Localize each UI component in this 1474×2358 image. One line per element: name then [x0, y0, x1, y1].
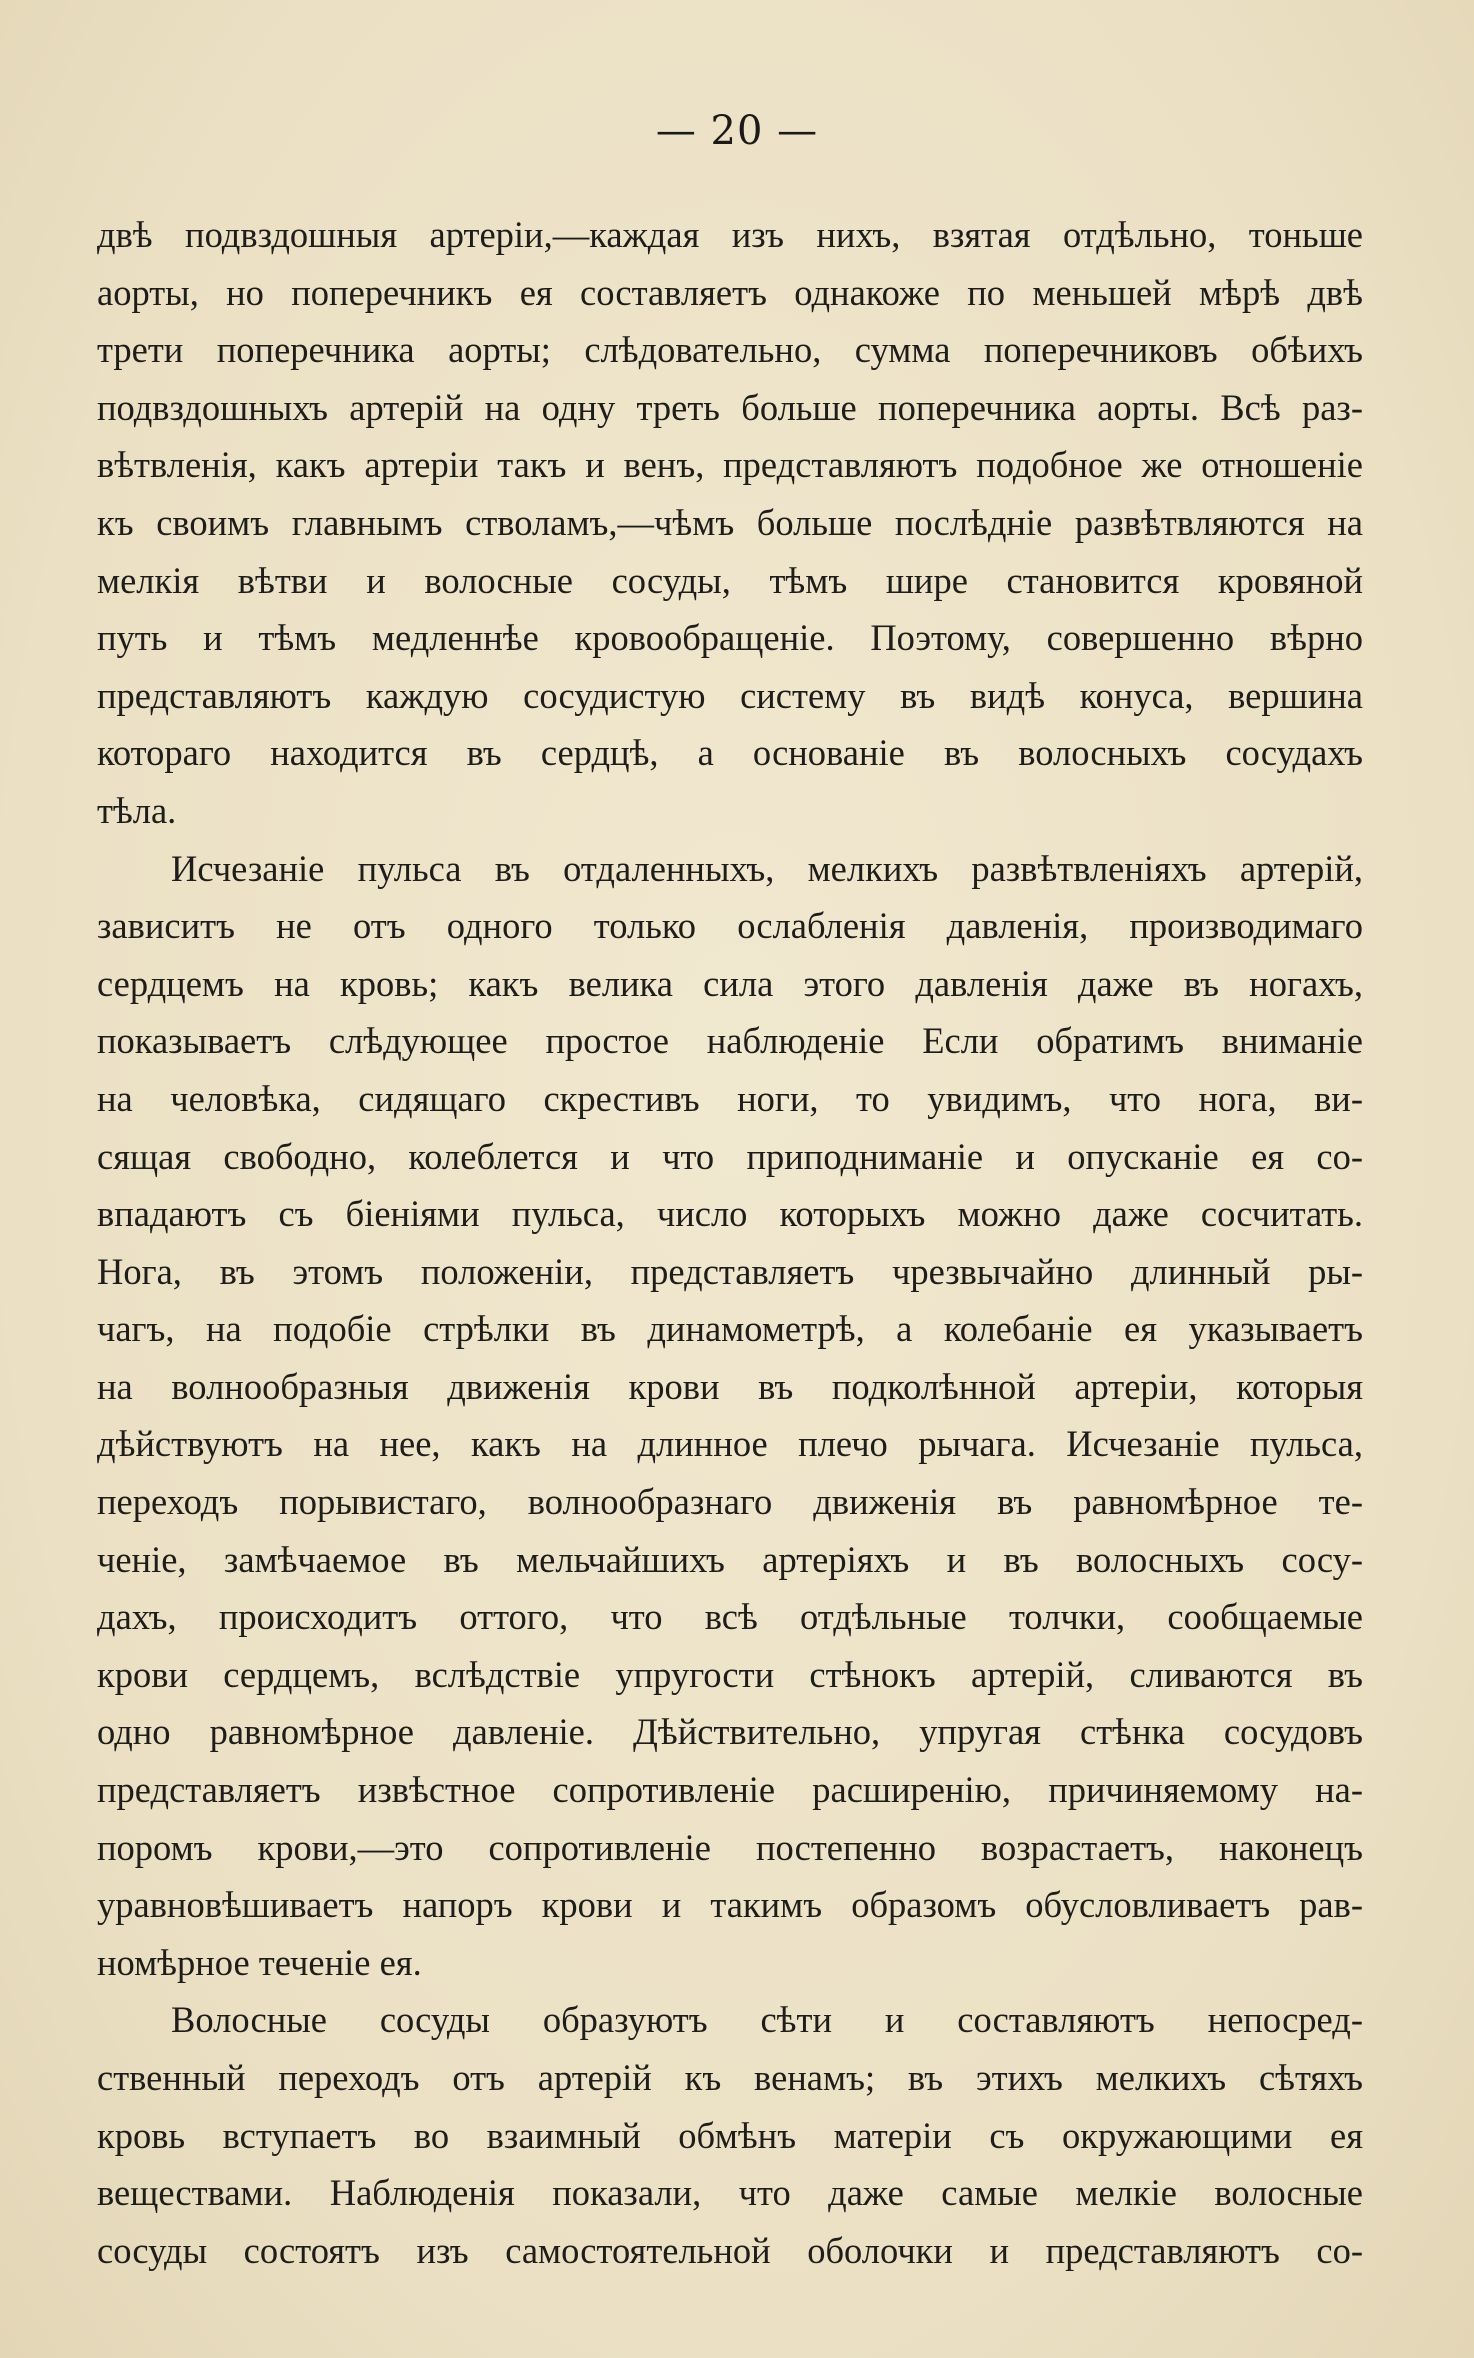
text-line: ченіе, замѣчаемое въ мельчайшихъ артеріяхъ и въ волосныхъ сосу- [97, 1538, 1363, 1580]
text-line: къ своимъ главнымъ стволамъ,—чѣмъ больше послѣдніе развѣтвляются на [97, 501, 1363, 543]
text-line: впадаютъ съ біеніями пульса, число которыхъ можно даже сосчитать. [97, 1193, 1363, 1235]
text-line: мелкія вѣтви и волосные сосуды, тѣмъ шире становится кровяной [97, 559, 1363, 601]
page-number: — 20 — [655, 108, 819, 154]
text-line: переходъ порывистаго, волнообразнаго движенія въ равномѣрное те- [97, 1481, 1363, 1523]
text-line: трети поперечника аорты; слѣдовательно, сумма поперечниковъ обѣихъ [97, 329, 1363, 371]
text-line: дахъ, происходитъ оттого, что всѣ отдѣльные толчки, сообщаемые [97, 1596, 1363, 1638]
text-line: Волосные сосуды образуютъ сѣти и составляютъ непосред- [171, 1999, 1363, 2041]
paragraph-2 [97, 840, 1363, 1992]
text-line: номѣрное теченіе ея. [97, 1941, 422, 1983]
text-line: представляетъ извѣстное сопротивленіе расширенію, причиняемому на- [97, 1769, 1363, 1811]
text-line: кровь вступаетъ во взаимный обмѣнъ матеріи съ окружающими ея [97, 2114, 1363, 2156]
text-line: котораго находится въ сердцѣ, а основаніе въ волосныхъ сосудахъ [97, 732, 1363, 774]
text-line: дѣйствуютъ на нее, какъ на длинное плечо рычага. Исчезаніе пульса, [97, 1423, 1363, 1465]
paragraph-3 [97, 1991, 1363, 2279]
text-line: сердцемъ на кровь; какъ велика сила этого давленія даже въ ногахъ, [97, 962, 1363, 1004]
text-line: путь и тѣмъ медленнѣе кровообращеніе. Поэтому, совершенно вѣрно [97, 617, 1363, 659]
text-line: крови сердцемъ, вслѣдствіе упругости стѣнокъ артерій, сливаются въ [97, 1653, 1363, 1695]
body-text [97, 206, 1363, 2279]
text-line: зависитъ не отъ одного только ослабленія давленія, производимаго [97, 905, 1363, 947]
text-line: тѣла. [97, 789, 177, 831]
text-line: аорты, но поперечникъ ея составляетъ однакоже по меньшей мѣрѣ двѣ [97, 271, 1363, 313]
text-line: поромъ крови,—это сопротивленіе постепенно возрастаетъ, наконецъ [97, 1826, 1363, 1868]
text-line: Исчезаніе пульса въ отдаленныхъ, мелкихъ развѣтвленіяхъ артерій, [171, 847, 1363, 889]
text-line: представляютъ каждую сосудистую систему въ видѣ конуса, вершина [97, 674, 1363, 716]
text-line: на человѣка, сидящаго скрестивъ ноги, то увидимъ, что нога, ви- [97, 1077, 1363, 1119]
text-line: сосуды состоятъ изъ самостоятельной оболочки и представляютъ со- [97, 2229, 1363, 2271]
text-line: одно равномѣрное давленіе. Дѣйствительно, упругая стѣнка сосудовъ [97, 1711, 1363, 1753]
text-line: чагъ, на подобіе стрѣлки въ динамометрѣ, а колебаніе ея указываетъ [97, 1308, 1363, 1350]
text-line: веществами. Наблюденія показали, что даже самые мелкіе волосные [97, 2172, 1363, 2214]
text-line: уравновѣшиваетъ напоръ крови и такимъ образомъ обусловливаетъ рав- [97, 1884, 1363, 1926]
text-line: вѣтвленія, какъ артеріи такъ и венъ, представляютъ подобное же отношеніе [97, 444, 1363, 486]
paragraph-1 [97, 206, 1363, 840]
text-line: подвздошныхъ артерій на одну треть больше поперечника аорты. Всѣ раз- [97, 386, 1363, 428]
text-line: двѣ подвздошныя артеріи,—каждая изъ нихъ, взятая отдѣльно, тоньше [97, 214, 1363, 255]
text-line: Нога, въ этомъ положеніи, представляетъ чрезвычайно длинный ры- [97, 1250, 1363, 1292]
text-line: сящая свободно, колеблется и что приподниманіе и опусканіе ея со- [97, 1135, 1363, 1177]
text-line: показываетъ слѣдующее простое наблюденіе Если обратимъ вниманіе [97, 1020, 1363, 1062]
text-line: ственный переходъ отъ артерій къ венамъ; въ этихъ мелкихъ сѣтяхъ [97, 2057, 1363, 2098]
text-line: на волнообразныя движенія крови въ подколѣнной артеріи, которыя [97, 1365, 1363, 1407]
